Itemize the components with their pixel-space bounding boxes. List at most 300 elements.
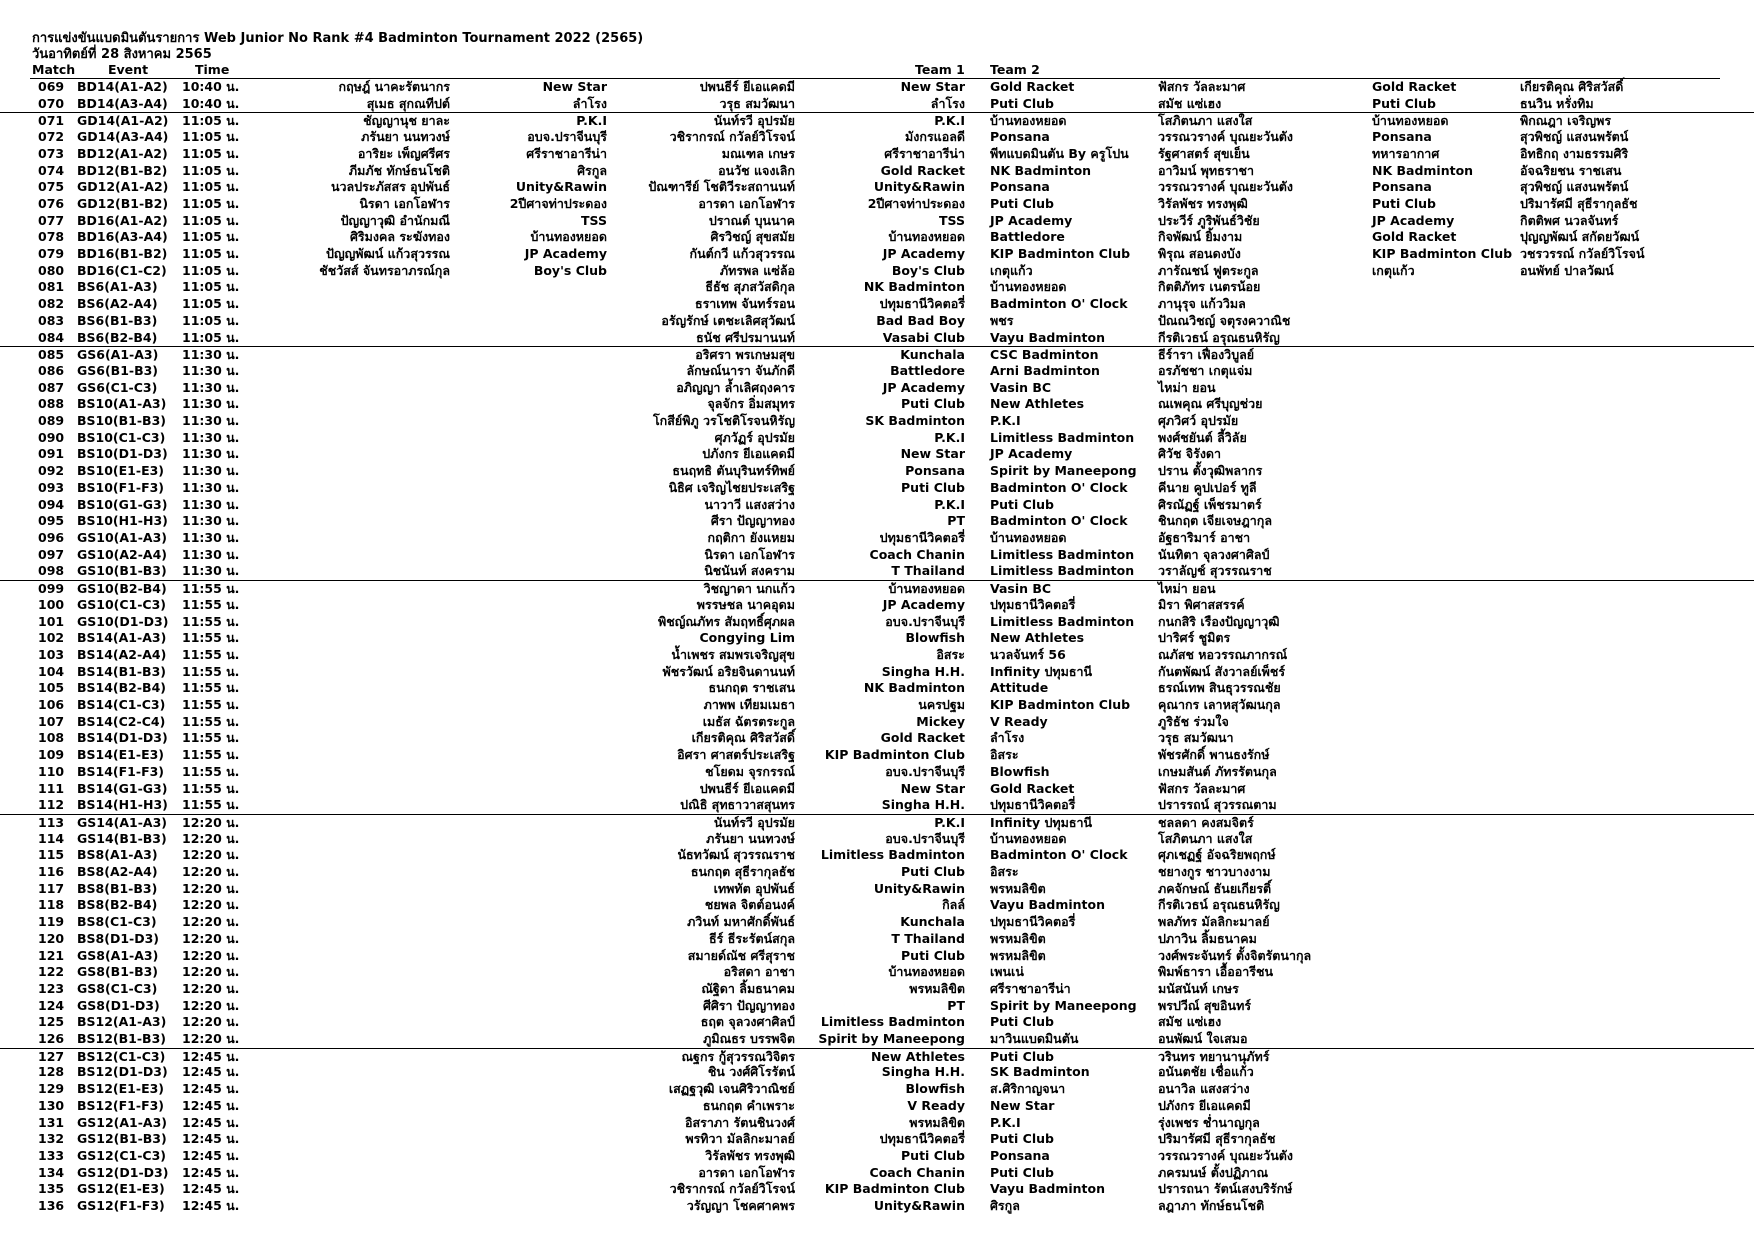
table-row [0,881,1754,898]
team2-player1: ศิวัช จิรังดา [1158,446,1222,462]
table-row [0,714,1754,731]
team2-club1: New Athletes [990,396,1085,412]
table-row [0,563,1754,580]
team1-player2: ชโยดม จุรกรรณ์ [705,763,795,779]
match-number: 099 [38,581,65,597]
team1-player2: นัธทวัฒน์ สุวรรณราช [677,847,795,863]
team2-club2: Gold Racket [1372,229,1457,245]
match-time: 11:55 น. [182,797,240,813]
match-time: 11:30 น. [182,446,240,462]
event-code: BD14(A3-A4) [77,95,168,111]
team1-club1: JP Academy [524,246,607,262]
match-time: 11:55 น. [182,630,240,646]
team1-club2: JP Academy [882,379,965,395]
team2-club1: NK Badminton [990,162,1092,178]
team1-player2: เกียรติคุณ ศิริสวัสดิ์ [691,730,795,746]
team1-club1: Unity&Rawin [515,179,607,195]
match-number: 070 [38,95,65,111]
table-row [0,1165,1754,1182]
event-code: GS6(B1-B3) [77,362,159,378]
event-code: BS14(A1-A3) [77,630,167,646]
event-code: BS12(E1-E3) [77,1081,165,1097]
team1-player2: ธราเทพ จันทร์รอน [694,296,795,312]
table-row [0,246,1754,263]
page-title: การแข่งขันแบดมินตันรายการ Web Junior No Rank #4 Badminton Tournament 2022 (2565) [32,31,644,46]
match-number: 074 [38,162,65,178]
match-time: 11:05 น. [182,229,240,245]
team1-club2: Ponsana [905,463,965,479]
team2-player1: ฟัสกร วัลละมาศ [1158,780,1246,796]
table-row [0,363,1754,380]
team1-club2: P.K.I [934,113,965,129]
table-row [0,897,1754,914]
match-number: 094 [38,496,65,512]
event-code: GS12(C1-C3) [77,1148,167,1163]
match-number: 092 [38,463,65,479]
column-header-team1: Team 1 [915,62,965,77]
team1-player2: วรุธ สมวัฒนา [719,95,795,111]
table-row [0,380,1754,397]
event-code: BS8(D1-D3) [77,930,159,946]
match-number: 134 [38,1164,65,1180]
team1-club2: Limitless Badminton [820,1014,965,1030]
team1-player2: อรัญรักษ์ เตชะเลิศสุวัฒน์ [661,312,795,328]
table-row [0,129,1754,146]
team2-club1: Puti Club [990,1048,1054,1064]
table-row [0,446,1754,463]
team1-club2: ปทุมธานีวิคตอรี่ [879,1131,965,1147]
match-time: 12:45 น. [182,1081,240,1097]
team1-player2: อริศรา พรเกษมสุข [695,347,795,363]
team1-club2: Coach Chanin [869,1164,965,1180]
table-row [0,430,1754,447]
team2-club1: ส.ศิริกาญจนา [990,1081,1066,1097]
match-number: 089 [38,413,65,429]
team2-club1: Limitless Badminton [990,613,1135,629]
table-row [0,279,1754,296]
team1-club2: PT [947,513,965,529]
match-number: 123 [38,980,65,996]
team1-club2: JP Academy [882,246,965,262]
match-time: 12:45 น. [182,1064,240,1080]
match-number: 122 [38,964,65,980]
team1-club2: T Thailand [891,563,965,579]
event-code: BD16(C1-C2) [77,262,167,278]
team2-player1: วรรณวรางค์ บุณยะวันตัง [1158,1148,1293,1163]
match-time: 10:40 น. [182,79,240,94]
team1-player2: กฤติกา ยังแหยม [707,529,795,545]
team1-club2: 2ปีศาจท่าประดอง [867,195,965,211]
team1-club2: V Ready [907,1097,965,1113]
team1-player2: สมายด์ณัช ศรีสุราช [687,947,795,963]
column-header-match: Match [32,62,76,77]
table-row [0,1131,1754,1148]
event-code: BS8(A2-A4) [77,864,158,880]
team2-player1: ปาริศร์ ชูมิตร [1158,630,1231,646]
team2-player1: ปภาวิน ลิ้มธนาคม [1158,930,1257,946]
team2-player1: ปภังกร ยีเอแคดมี [1158,1097,1251,1113]
team1-club2: New Star [900,79,965,94]
event-code: GS12(E1-E3) [77,1181,165,1197]
team2-club1: Badminton O' Clock [990,847,1128,863]
team2-player2: ปริมารัศมี สุธีรากุลธัช [1520,195,1638,211]
team2-player2: อิทธิกฤ งามธรรมศิริ [1520,145,1629,161]
table-row [0,1081,1754,1098]
team2-player1: เกษมสันต์ ภัทรรัตนกุล [1158,763,1277,779]
team1-player2: ชิน วงศ์ศิโรรัตน์ [707,1064,795,1080]
event-code: BS10(A1-A3) [77,396,167,412]
table-row [0,346,1754,363]
team2-player1: ชยางกูร ชาวบางงาม [1158,864,1271,880]
match-number: 090 [38,429,65,445]
team2-club1: พรหมลิขิต [990,947,1046,963]
team2-club1: Puti Club [990,1131,1054,1147]
team2-club1: SK Badminton [990,1064,1090,1080]
match-time: 12:45 น. [182,1181,240,1197]
team2-player1: พรปวีณ์ สุขอินทร์ [1158,997,1252,1013]
match-number: 087 [38,379,65,395]
team2-player1: ปรารรถน์ สุวรรณตาม [1158,797,1277,813]
team2-player1: วรรณวรางค์ บุณยะวันตัง [1158,129,1293,145]
match-time: 12:45 น. [182,1148,240,1163]
match-time: 11:05 น. [182,246,240,262]
team1-player1: ศิริมงคล ระฆังทอง [349,229,450,245]
team2-player1: กิจพัฒน์ ยิ้มงาม [1158,229,1243,245]
team2-player1: ปราน ตั้งวุฒิพลากร [1158,463,1263,479]
team2-club1: Puti Club [990,496,1054,512]
event-code: BD14(A1-A2) [77,79,168,94]
team2-club2: Ponsana [1372,129,1432,145]
match-time: 12:20 น. [182,914,240,930]
match-number: 075 [38,179,65,195]
team1-player2: อริสดา อาชา [723,964,795,980]
match-number: 120 [38,930,65,946]
match-time: 11:30 น. [182,513,240,529]
team1-club1: ลำโรง [572,95,607,111]
table-row [0,797,1754,814]
team2-club1: Ponsana [990,179,1050,195]
team2-club1: เพนเน่ [990,964,1024,980]
team1-player2: ศีรา ปัญญาทอง [710,513,795,529]
match-number: 104 [38,663,65,679]
event-code: BS10(H1-H3) [77,513,168,529]
team2-player2: อนพัทย์ ปาลวัฒน์ [1520,262,1614,278]
team1-club1: New Star [542,79,607,94]
match-time: 11:30 น. [182,546,240,562]
team2-player1: กนกสิริ เรืองปัญญาวุฒิ [1158,613,1280,629]
team2-club1: ปทุมธานีวิคตอรี่ [990,797,1076,813]
team2-club1: Limitless Badminton [990,546,1135,562]
team1-club2: Unity&Rawin [873,179,965,195]
team1-club2: P.K.I [934,429,965,445]
match-time: 11:55 น. [182,697,240,713]
match-number: 095 [38,513,65,529]
team1-club2: New Star [900,780,965,796]
table-row [0,680,1754,697]
match-number: 098 [38,563,65,579]
team2-player1: ปริมารัศมี สุธีรากุลธัช [1158,1131,1276,1147]
team2-club1: JP Academy [990,446,1073,462]
team1-club2: Vasabi Club [882,329,965,345]
team2-player1: สมัช แซ่เฮง [1158,95,1222,111]
match-time: 11:55 น. [182,730,240,746]
team1-club2: Battledore [890,362,965,378]
team2-player1: อัฐธาริมาร์ อาชา [1158,529,1251,545]
event-code: BS12(B1-B3) [77,1031,166,1047]
team1-player2: พิชญ์ณภัทร สัมฤทธิ์ศุภผล [658,613,795,629]
team2-player1: ศิรณัฏฐ์ เพ็ชรมาตร์ [1158,496,1262,512]
team2-club2: บ้านทองหยอด [1372,113,1449,129]
team2-player1: ลฎาภา ทักษ์ธนโชติ [1158,1198,1265,1214]
event-code: BS14(B1-B3) [77,663,166,679]
event-code: GD14(A3-A4) [77,129,169,145]
team2-player1: รุ่งเพชร ช่ำนาญกุล [1158,1114,1260,1130]
team1-player2: วชิรากรณ์ กวัลย์วิโรจน์ [669,1181,795,1197]
event-code: BS12(C1-C3) [77,1048,166,1064]
team2-player1: ชินกฤต เจียเจษฎากุล [1158,513,1273,529]
team2-player1: ภูริธัช ร่วมใจ [1158,713,1229,729]
team1-player2: ธนัช ศรีปรมานนท์ [696,329,795,345]
match-number: 088 [38,396,65,412]
team2-player2: ปุญญพัฒน์ สกัดยวัฒน์ [1520,229,1640,245]
team1-club2: บ้านทองหยอด [888,581,965,597]
team1-player2: ปราณต์ บุนนาค [708,212,795,228]
event-code: BS8(A1-A3) [77,847,158,863]
team2-player1: พัชรศักดิ์ พานธงรักษ์ [1158,747,1270,763]
team2-club1: พชร [990,312,1014,328]
match-time: 11:05 น. [182,329,240,345]
match-time: 12:20 น. [182,980,240,996]
match-number: 073 [38,145,65,161]
team1-player2: เมธัส ฉัตรตระกูล [702,713,795,729]
team2-club1: Ponsana [990,129,1050,145]
match-time: 12:45 น. [182,1048,240,1064]
team1-club2: NK Badminton [863,279,965,295]
table-row [0,213,1754,230]
match-number: 101 [38,613,65,629]
event-code: BS10(B1-B3) [77,413,166,429]
table-row [0,313,1754,330]
match-time: 12:45 น. [182,1131,240,1147]
team2-club1: บ้านทองหยอด [990,529,1067,545]
team2-club1: JP Academy [990,212,1073,228]
team2-club1: ลำโรง [990,730,1025,746]
team2-player1: วิรัลพัชร ทรงพุฒิ [1158,195,1248,211]
table-row [0,112,1754,129]
match-time: 12:45 น. [182,1198,240,1214]
team1-player2: อารดา เอกโอฬาร [698,195,795,211]
match-number: 130 [38,1097,65,1113]
team1-club2: SK Badminton [865,413,965,429]
team1-club2: Singha H.H. [881,1064,965,1080]
event-code: BS12(D1-D3) [77,1064,168,1080]
team2-club1: มาวินแบดมินตัน [990,1031,1079,1047]
team2-club1: New Athletes [990,630,1085,646]
team1-player2: น้ำเพชร สมพรเจริญสุข [671,646,795,662]
team2-player1: กีรติเวธน์ อรุณธนหิรัญ [1158,897,1280,913]
event-code: GS6(C1-C3) [77,379,158,395]
table-row [0,229,1754,246]
team1-player1: ภีมภัช ทักษ์ธนโชติ [348,162,450,178]
team1-player1: ชัญญานุช ยาละ [363,113,450,129]
team2-club1: Arni Badminton [990,362,1100,378]
match-time: 11:05 น. [182,262,240,278]
team1-club2: อบจ.ปราจีนบุรี [885,613,965,629]
match-time: 12:20 น. [182,897,240,913]
team1-club1: TSS [581,212,607,228]
event-code: BS6(B1-B3) [77,312,158,328]
team2-club1: CSC Badminton [990,347,1099,363]
team2-player1: ภครมนษ์ ตั้งปฏิภาณ [1158,1164,1269,1180]
table-row [0,396,1754,413]
team2-player2: อัจฉริยชน ราชเสน [1520,162,1622,178]
event-code: BS14(H1-H3) [77,797,168,813]
team2-player1: อนาวิล แสงสว่าง [1158,1081,1250,1097]
team1-player2: ธีร์ ธีระรัตน์สกุล [709,930,795,946]
table-row [0,964,1754,981]
match-number: 121 [38,947,65,963]
team1-player2: นาวาวี แสงสว่าง [704,496,795,512]
table-row [0,480,1754,497]
match-number: 082 [38,296,65,312]
event-code: BS14(B2-B4) [77,680,166,696]
team2-club2: Ponsana [1372,179,1432,195]
team1-player1: นวลประภัสสร อุปพันธ์ [330,179,450,195]
event-code: GS12(D1-D3) [77,1164,169,1180]
team1-player2: ธนกฤต ราชเสน [708,680,795,696]
event-code: BS12(F1-F3) [77,1097,165,1113]
team1-club1: ศิรกูล [577,162,607,178]
match-number: 135 [38,1181,65,1197]
team2-player1: วรรณวรางค์ บุณยะวันตัง [1158,179,1293,195]
team2-player1: วรินทร ทยานานุภัทร์ [1158,1048,1270,1064]
match-number: 103 [38,646,65,662]
match-number: 078 [38,229,65,245]
event-code: GS10(A2-A4) [77,546,168,562]
match-time: 11:05 น. [182,296,240,312]
match-time: 12:20 น. [182,847,240,863]
team2-player1: อนันตชัย เชื่อแก้ว [1158,1064,1254,1080]
table-row [0,530,1754,547]
team2-player1: ภานุรุจ แก้ววิมล [1158,296,1246,312]
match-time: 11:55 น. [182,646,240,662]
team2-player1: มนัสนันท์ เกษร [1158,980,1239,996]
team2-club1: Gold Racket [990,79,1075,94]
match-number: 080 [38,262,65,278]
team1-club1: ศรีราชาอารีน่า [526,145,607,161]
table-row [0,330,1754,347]
match-time: 12:20 น. [182,864,240,880]
team2-club1: Infinity ปทุมธานี [990,663,1093,679]
event-code: GS10(D1-D3) [77,613,169,629]
event-code: GS6(A1-A3) [77,347,159,363]
team2-club2: Gold Racket [1372,79,1457,94]
team2-club1: Spirit by Maneepong [990,997,1137,1013]
team2-player1: ณภัสช หอวรรณภากรณ์ [1158,646,1288,662]
event-code: GD12(B1-B2) [77,195,169,211]
team1-player2: ภวินท์ มหาศักดิ์พันธ์ [687,914,795,930]
table-row [0,163,1754,180]
team2-club1: บ้านทองหยอด [990,279,1067,295]
team1-club1: บ้านทองหยอด [530,229,607,245]
team2-player2: เกียรติคุณ ศิริสวัสดิ์ [1520,79,1624,94]
team2-club1: Puti Club [990,95,1054,111]
match-time: 11:05 น. [182,145,240,161]
team2-player1: วราลัญช์ สุวรรณราช [1158,563,1272,579]
team1-club2: Puti Club [901,864,965,880]
team1-club2: NK Badminton [863,680,965,696]
event-code: BS10(E1-E3) [77,463,165,479]
table-row [0,630,1754,647]
team1-player1: ภรันยา นนทวงษ์ [361,129,450,145]
team2-player1: ศุภเชฏฐ์ อัจฉริยพฤกษ์ [1158,847,1276,863]
team1-player2: วิรัลพัชร ทรงพุฒิ [705,1148,795,1163]
team1-club2: T Thailand [891,930,965,946]
match-time: 11:30 น. [182,413,240,429]
team1-player2: นันท์รวี อุปรมัย [713,814,795,830]
team1-club2: Unity&Rawin [873,1198,965,1214]
match-time: 12:45 น. [182,1164,240,1180]
team2-club1: Badminton O' Clock [990,479,1128,495]
match-number: 109 [38,747,65,763]
event-code: GS8(D1-D3) [77,997,160,1013]
team1-club2: Limitless Badminton [820,847,965,863]
team1-club2: ลำโรง [930,95,965,111]
team1-club2: Blowfish [905,630,965,646]
team1-player2: ภรันยา นนทวงษ์ [706,830,795,846]
team2-club1: Badminton O' Clock [990,296,1128,312]
event-code: BS14(C2-C4) [77,713,166,729]
match-time: 11:55 น. [182,747,240,763]
column-header-time: Time [195,62,230,77]
team1-player2: ปณิธิ สุทธาวาสสุนทร [680,797,795,813]
table-row [0,547,1754,564]
team2-club1: บ้านทองหยอด [990,113,1067,129]
table-row [0,831,1754,848]
team2-player1: วรุธ สมวัฒนา [1158,730,1234,746]
team1-club2: อบจ.ปราจีนบุรี [885,830,965,846]
event-code: BS8(B1-B3) [77,880,158,896]
team1-club2: Kunchala [900,914,965,930]
team2-club1: Gold Racket [990,780,1075,796]
team1-club2: บ้านทองหยอด [888,964,965,980]
match-time: 11:30 น. [182,396,240,412]
match-time: 11:30 น. [182,479,240,495]
match-time: 11:55 น. [182,763,240,779]
event-code: BS14(D1-D3) [77,730,168,746]
team1-club2: อบจ.ปราจีนบุรี [885,763,965,779]
team2-player1: ณเพคุณ ศรีบุญช่วย [1158,396,1263,412]
event-code: BS10(G1-G3) [77,496,168,512]
event-code: BS14(F1-F3) [77,763,165,779]
match-time: 11:05 น. [182,195,240,211]
match-time: 11:30 น. [182,463,240,479]
team1-club2: Puti Club [901,1148,965,1163]
team1-player2: วรัญญา โชคศาคพร [686,1198,795,1214]
match-number: 131 [38,1114,65,1130]
event-code: GS10(C1-C3) [77,596,167,612]
match-time: 11:05 น. [182,179,240,195]
match-number: 119 [38,914,65,930]
table-row [0,263,1754,280]
match-number: 115 [38,847,65,863]
team2-club1: ศรีราชาอารีน่า [990,980,1071,996]
table-row [0,296,1754,313]
match-time: 11:30 น. [182,347,240,363]
event-code: GS8(C1-C3) [77,980,158,996]
team2-player1: อนพัฒน์ ใจเสมอ [1158,1031,1248,1047]
table-row [0,697,1754,714]
